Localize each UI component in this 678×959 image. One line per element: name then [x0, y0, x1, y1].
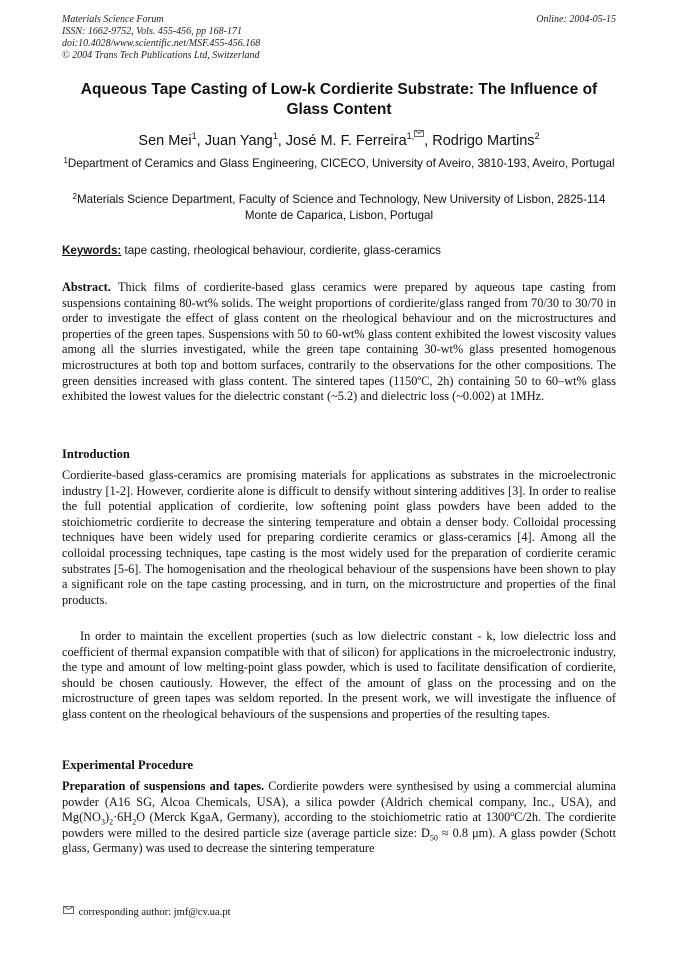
subscript: 2 — [132, 817, 137, 827]
section-heading-experimental: Experimental Procedure — [62, 758, 194, 772]
paper-title: Aqueous Tape Casting of Low-k Cordierite Substrate: The Influence of Glass Content — [80, 81, 598, 118]
subsection-label: Preparation of suspensions and tapes. — [62, 779, 265, 793]
author-name: Juan Yang — [204, 133, 273, 149]
author-name: José M. F. Ferreira — [285, 133, 407, 149]
author-list: Sen Mei$^1$, Juan Yang$^1$, José M. F. Ferreira$^{1,}$ , Rodrigo Martins$^2$ — [138, 131, 540, 149]
affiliation-text: Materials Science Department, Faculty of Science and Technology, New University of Lisbon, 2825-114 Monte de Caparica, Lisbon, Portugal — [77, 193, 606, 222]
journal-header — [62, 14, 260, 62]
footnote — [62, 906, 231, 920]
affiliation-text: Department of Ceramics and Glass Engineering, CICECO, University of Aveiro, 3810-193, Aveiro, Portugal — [67, 157, 615, 170]
paragraph-text: Cordierite powders were synthesised by using a commercial alumina powder (A16 SG, Alcoa Chemicals, USA), a silica powder (Aldrich chemical company, Inc., USA), and Mg(NO — [62, 779, 616, 825]
keywords-text: tape casting, rheological behaviour, cordierite, glass-ceramics — [124, 244, 441, 257]
envelope-icon — [63, 906, 74, 914]
author-affiliation-mark: 2 — [534, 131, 540, 141]
paragraph-text: O (Merck KgaA, Germany), according to the stoichiometric ratio at 1300ºC/2h. The cordierite powders were milled to the desired particle size (average particle size: D — [62, 810, 616, 840]
abstract-text: Thick films of cordierite-based glass ceramics were prepared by aqueous tape casting from suspensions containing 80-wt% solids. The weight proportions of cordierite/glass ranged from 70/30 to 30/70 in order to investigate the effect of glass content on the rheological behaviour and on the microstructures and properties of the green tapes. Suspensions with 50 to 60-wt% glass content exhibited the lowest viscosity values among all the slurries investigated, while the green tape containing 30-wt% glass presented homogenous microstructures at both top and bottom surfaces, contrarily to the observations for the other compositions. The green densities increased with glass content. The sintered tapes (1150ºC, 2h) containing 50 to 60–wt% glass exhibited the lowest values for the dielectric constant (~5.2) and dielectric loss (~0.002) at 1MHz. — [62, 280, 616, 404]
author-affiliation-mark: 1 — [191, 131, 197, 141]
paragraph-text: ) — [104, 810, 110, 825]
subscript: 3 — [100, 817, 105, 827]
affiliation-mark: 2 — [72, 192, 77, 201]
author-affiliation-mark: 1 — [272, 131, 278, 141]
journal-doi: doi:10.4028/www.scientific.net/MSF.455-456.168 — [62, 38, 261, 49]
subscript: 50 — [429, 833, 438, 843]
journal-copyright: © 2004 Trans Tech Publications Ltd, Switzerland — [62, 50, 260, 61]
paragraph: In order to maintain the excellent properties (such as low dielectric constant - k, low dielectric loss and coefficient of thermal expansion compatible with that of silicon) for applications in the microelectronic industry, the type and amount of low melting-point glass powder, which is used to facilitate densification of cordierite, should be chosen cautiously. However, the effect of the amount of glass on the processing and on the microstructure of green tapes was seldom reported. In the present work, we will investigate the influence of glass content on the rheological behaviours of the suspensions and properties of the resulting tapes. — [62, 629, 616, 721]
author-name: Rodrigo Martins — [432, 133, 535, 149]
abstract-label: Abstract. — [62, 280, 111, 294]
paragraph: Cordierite-based glass-ceramics are promising materials for applications as substrates in the microelectronic industry [1-2]. However, cordierite alone is difficult to densify without sintering additives [3]. In order to realise the full potential application of cordierite, low softening point glass powders have been added to the stoichiometric cordierite to decrease the sintering temperature and obtain a denser body. Colloidal processing techniques have been widely used for preparing cordierite ceramics or glass-ceramics [4]. Among all the colloidal processing techniques, tape casting is the most widely used for the preparation of cordierite ceramic substrates [5-6]. The homogenisation and the rheological behaviour of the suspensions have been shown to play a significant role on the tape casting processing, and in turn, on the microstructure and properties of the final products. — [62, 468, 616, 607]
journal-issn: ISSN: 1662-9752, Vols. 455-456, pp 168-171 — [62, 26, 242, 37]
affiliation — [62, 156, 616, 172]
affiliation — [62, 192, 616, 224]
journal-name: Materials Science Forum — [62, 14, 164, 25]
affiliation-mark: 1 — [63, 156, 68, 165]
author-affiliation-mark: 1, — [406, 131, 415, 141]
paragraph — [62, 779, 616, 857]
keywords-label: Keywords: — [62, 244, 122, 257]
author-name: Sen Mei — [138, 133, 192, 149]
abstract — [62, 280, 616, 405]
paragraph-text: ≈ 0.8 μm). A glass powder (Schott glass, Germany) was used to decrease the sintering temperature — [62, 825, 616, 856]
envelope-icon — [414, 130, 424, 137]
online-date: Online: 2004-05-15 — [536, 14, 616, 25]
keywords — [62, 243, 616, 259]
subscript: 2 — [109, 817, 114, 827]
footnote-text: corresponding author: jmf@cv.ua.pt — [78, 907, 231, 918]
paragraph-text: ·6H — [113, 810, 133, 825]
section-heading-introduction: Introduction — [62, 447, 130, 461]
